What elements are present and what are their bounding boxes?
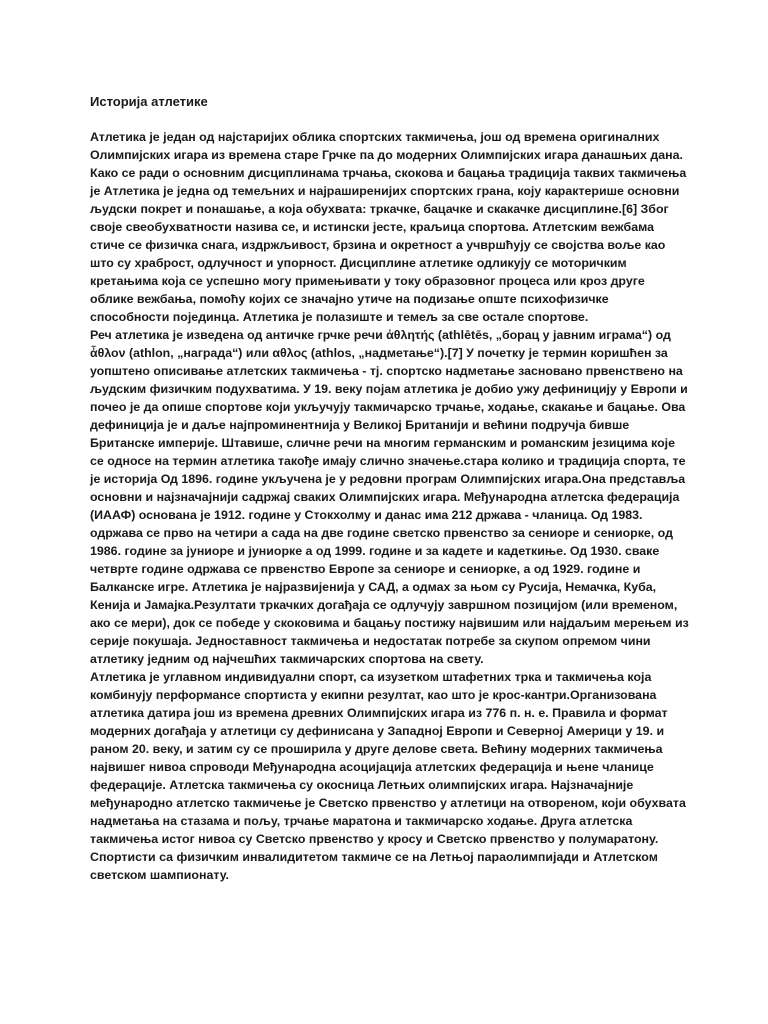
paragraph-intro: Атлетика је један од најстаријих облика спортских такмичења, још од времена оригиналних Олимпијских игара из времена старе Грчке па до модерних Олимпијских игара данашњих дана. Како се ради о основним дисциплинама трчања, скокова и бацања традиција таквих такмичења је Атлетика је једна од темељних и најраширенијих спортских грана, коју карактерише основни људски покрет и понашање, а која обухвата: тркачке, бацачке и скакачке дисциплине.[6] Због своје свеобухватности назива се, и истински јесте, краљица спортова. Атлетским вежбама стиче се физичка снага, издржљивост, брзина и окретност а учвршћују се својства воље као што су храброст, одлучност и упорност. Дисциплине атлетике одликују се моторичким кретањима која се успешно могу примењивати у току образовног процеса или кроз друге облике вежбања, помоћу којих се значајно утиче на подизање опште психофизичке способности појединца. Атлетика је полазиште и темељ за све остале спортове. <box>90 130 687 324</box>
document-title: Историја атлетике <box>90 94 208 109</box>
document-body <box>90 93 690 884</box>
paragraph-etymology: Реч атлетика је изведена од античке грчке речи ἀθλητής (athlētēs, „борац у јавним играма“) од ἆθλον (athlon, „награда“) или αθλος (athlos, „надметање“).[7] У почетку је термин коришћен за уопштено описивање атлетских такмичења - тј. спортско надметање засновано првенствено на људским физичким подухватима. У 19. веку појам атлетика је добио ужу дефиницију у Европи и почео је да опише спортове који укључују такмичарско трчање, ходање, скакање и бацање. Ова дефиниција је и даље најпроминентнија у Великој Британији и већини подручја бивше Британске империје. Штавише, сличне речи на многим германским и романским језицима које се односе на термин атлетика такође имају слично значење.стара колико и традиција спорта, те је историја Од 1896. године укључена је у редовни програм Олимпијских игара.Она представља основни и најзначајнији садржај сваких Олимпијских игара. Међународна атлетска федерација (ИААФ) основана је 1912. године у Стокхолму и данас има 212 држава - чланица. Од 1983. одржава се прво на четири а сада на две године светско првенство за сениоре и сениорке, од 1986. године за јуниоре и јуниорке а од 1999. године и за кадете и кадеткиње. Од 1930. сваке четврте године одржава се првенство Европе за сениоре и сениорке, а од 1929. године и Балканске игре. Атлетика је најразвијенија у САД, а одмах за њом су Русија, Немачка, Куба, Кенија и Јамајка.Резултати тркачких догађаја се одлучују завршном позицијом (или временом, ако се мери), док се победе у скоковима и бацању постижу највишим или најдаљим мерењем из серије покушаја. Једноставност такмичења и недостатак потребе за скупом опремом чини атлетику једним од најчешћих такмичарских спортова на свету. <box>90 328 689 666</box>
paragraph-organization: Атлетика је углавном индивидуални спорт, са изузетком штафетних трка и такмичења која комбинују перформансе спортиста у екипни резултат, као што је крос-кантри.Организована атлетика датира још из времена древних Олимпијских игара из 776 п. н. е. Правила и формат модерних догађаја у атлетици су дефинисана у Западној Европи и Северној Америци у 19. и раном 20. веку, и затим су се проширила у друге делове света. Већину модерних такмичења највишег нивоа спроводи Међународна асоцијација атлетских федерација и њене чланице федерације. Атлетска такмичења су окосница Летњих олимпијских игара. Најзначајније међународно атлетско такмичење је Светско првенство у атлетици на отвореном, који обухвата надметања на стазама и пољу, трчање маратона и такмичарско ходање. Друга атлетска такмичења истог нивоа су Светско првенство у кросу и Светско првенство у полумаратону. Спортисти са физичким инвалидитетом такмиче се на Летњој параолимпијади и Атлетском светском шампионату. <box>90 670 686 882</box>
